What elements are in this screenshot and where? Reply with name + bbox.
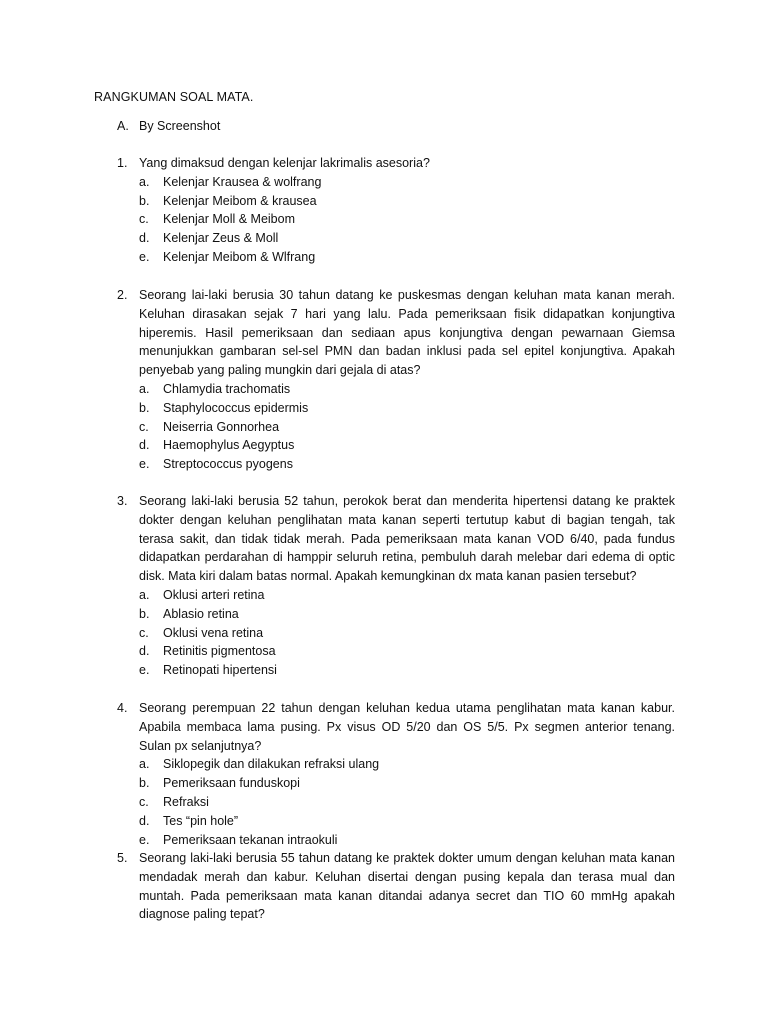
option-text: Oklusi arteri retina [163, 587, 265, 602]
option-d [139, 229, 675, 248]
option-letter: e. [139, 832, 150, 847]
option-text: Refraksi [163, 794, 209, 809]
option-text: Kelenjar Meibom & Wlfrang [163, 249, 316, 264]
option-e [139, 455, 675, 474]
option-text: Oklusi vena retina [163, 625, 264, 640]
option-b [139, 192, 675, 211]
option-letter: e. [139, 663, 150, 678]
option-letter: b. [139, 776, 150, 791]
option-letter: b. [139, 400, 150, 415]
option-a [139, 755, 675, 774]
option-letter: a. [139, 587, 150, 602]
option-letter: c. [139, 794, 149, 809]
question-1 [117, 154, 675, 267]
option-text: Pemeriksaan tekanan intraokuli [163, 832, 338, 847]
option-text: Haemophylus Aegyptus [163, 438, 295, 453]
option-text: Neiserria Gonnorhea [163, 419, 280, 434]
option-letter: d. [139, 813, 150, 828]
option-e [139, 661, 675, 680]
option-text: Retinitis pigmentosa [163, 644, 276, 659]
option-letter: a. [139, 381, 150, 396]
section-heading [117, 118, 220, 134]
option-e [139, 248, 675, 267]
option-text: Chlamydia trachomatis [163, 381, 291, 396]
question-4 [117, 699, 675, 849]
option-text: Staphylococcus epidermis [163, 400, 309, 415]
option-text: Ablasio retina [163, 606, 239, 621]
option-letter: c. [139, 212, 149, 227]
option-letter: e. [139, 457, 150, 472]
document-title: RANGKUMAN SOAL MATA. [94, 90, 254, 104]
question-text: Yang dimaksud dengan kelenjar lakrimalis asesoria? [139, 156, 430, 170]
option-d [139, 436, 675, 455]
question-3 [117, 492, 675, 680]
option-b [139, 605, 675, 624]
question-number: 5. [117, 851, 128, 865]
option-list [117, 380, 675, 474]
option-a [139, 173, 675, 192]
option-letter: e. [139, 249, 150, 264]
question-text: Seorang lai-laki berusia 30 tahun datang ke puskesmas dengan keluhan mata kanan merah. Keluhan dirasakan sejak 7 hari yang lalu. Pada pemeriksaan fisik didapatkan konjungtiva hiperemis. Hasil pemeriksaan dan sediaan apus konjungtiva dengan pewarnaan Giemsa menunjukkan gambaran sel-sel PMN dan badan inklusi pada sel epitel konjungtiva. Apakah penyebab yang paling mungkin dari gejala di atas? [139, 288, 675, 378]
option-text: Kelenjar Zeus & Moll [163, 231, 279, 246]
option-list [117, 173, 675, 267]
question-text: Seorang laki-laki berusia 55 tahun datang ke praktek dokter umum dengan keluhan mata kanan mendadak merah dan kabur. Keluhan disertai dengan pusing kepala dan terasa mual dan muntah. Pada pemeriksaan mata kanan ditandai adanya secret dan TIO 60 mmHg apakah diagnose paling tepat? [139, 851, 675, 922]
option-text: Kelenjar Moll & Meibom [163, 212, 295, 227]
option-b [139, 774, 675, 793]
option-text: Kelenjar Krausea & wolfrang [163, 174, 322, 189]
option-letter: d. [139, 231, 150, 246]
option-d [139, 642, 675, 661]
option-text: Kelenjar Meibom & krausea [163, 193, 317, 208]
question-number: 4. [117, 701, 128, 715]
option-text: Tes “pin hole” [163, 813, 239, 828]
option-letter: d. [139, 644, 150, 659]
option-c [139, 793, 675, 812]
option-text: Siklopegik dan dilakukan refraksi ulang [163, 757, 380, 772]
option-letter: a. [139, 174, 150, 189]
option-text: Streptococcus pyogens [163, 457, 293, 472]
question-text: Seorang perempuan 22 tahun dengan keluhan kedua utama penglihatan mata kanan kabur. Apabila membaca lama pusing. Px visus OD 5/20 dan OS 5/5. Px segmen anterior tenang. Sulan px selanjutnya? [139, 701, 675, 753]
option-b [139, 399, 675, 418]
option-e [139, 831, 675, 850]
section-label: By Screenshot [139, 119, 221, 133]
option-text: Pemeriksaan funduskopi [163, 776, 300, 791]
option-letter: a. [139, 757, 150, 772]
option-letter: b. [139, 193, 150, 208]
option-a [139, 586, 675, 605]
option-text: Retinopati hipertensi [163, 663, 277, 678]
question-text: Seorang laki-laki berusia 52 tahun, perokok berat dan menderita hipertensi datang ke praktek dokter dengan keluhan penglihatan mata kanan seperti tertutup kabut di bagian tengah, tak terasa sakit, dan tidak tidak merah. Pada pemeriksaan mata kanan VOD 6/40, pada fundus didapatkan perdarahan di hamppir seluruh retina, pembuluh darah melebar dari edema di optic disk. Mata kiri dalam batas normal. Apakah kemungkinan dx mata kanan pasien tersebut? [139, 494, 675, 584]
question-number: 1. [117, 156, 128, 170]
option-letter: c. [139, 419, 149, 434]
question-2 [117, 286, 675, 474]
option-list [117, 586, 675, 680]
option-c [139, 624, 675, 643]
option-a [139, 380, 675, 399]
section-marker: A. [117, 119, 129, 133]
option-c [139, 210, 675, 229]
option-letter: c. [139, 625, 149, 640]
option-letter: d. [139, 438, 150, 453]
question-number: 3. [117, 494, 128, 508]
option-c [139, 418, 675, 437]
option-letter: b. [139, 606, 150, 621]
question-number: 2. [117, 288, 128, 302]
option-list [117, 755, 675, 849]
question-5 [117, 849, 675, 924]
option-d [139, 812, 675, 831]
